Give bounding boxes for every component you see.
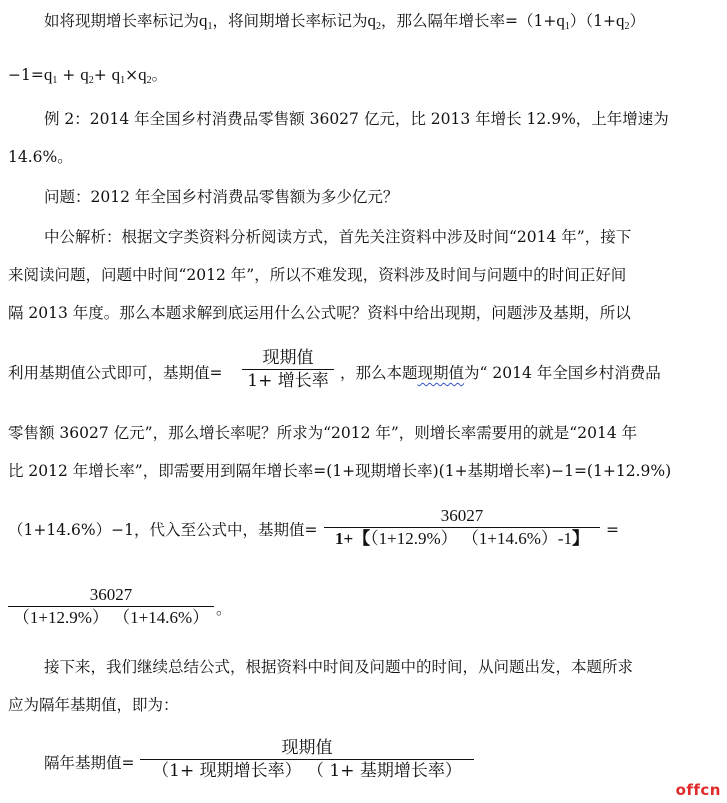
substituted-fraction bbox=[324, 505, 600, 550]
biennial-base-label: 隔年基期值= bbox=[44, 754, 135, 772]
equals-sign: = bbox=[606, 521, 619, 539]
wavy-underlined-term: 现期值 bbox=[417, 364, 465, 382]
analysis-line3: 隔 2013 年度。那么本题求解到底运用什么公式呢？资料中给出现期，问题涉及基期，所以 bbox=[8, 304, 631, 322]
offcn-watermark: offcn bbox=[675, 781, 721, 799]
example-line2: 14.6%。 bbox=[8, 148, 73, 166]
fraction-numerator: 现期值 bbox=[281, 738, 333, 758]
fraction-numerator: 36027 bbox=[440, 506, 484, 525]
analysis-line5: 零售额 36027 亿元”，那么增长率呢？所求为“2012 年”，则增长率需要用的就是“2014 年 bbox=[8, 424, 638, 442]
base-value-fraction bbox=[242, 347, 334, 392]
fraction-terminator: 。 bbox=[216, 600, 232, 618]
biennial-base-fraction bbox=[140, 737, 474, 782]
para-growth-definition-line2: $-1=q_1 + q_2+ q_1\times q_2$。 bbox=[8, 65, 168, 86]
analysis-line4-suffix: ，那么本题现期值为“ 2014 年全国乡村消费品 bbox=[340, 364, 661, 382]
fraction-denominator: 1+【（1+12.9%） （1+14.6%）-1】 bbox=[334, 529, 590, 548]
question-text: 问题：2012 年全国乡村消费品零售额为多少亿元？ bbox=[44, 188, 399, 206]
summary-line2: 应为隔年基期值，即为： bbox=[8, 696, 179, 714]
para-growth-definition-line1: 如将现期增长率标记为$q_1$，将间期增长率标记为$q_2$，那么隔年增长率$=(1+q_1)(1+q_2)$ bbox=[44, 11, 645, 32]
analysis-line1: 中公解析：根据文字类资料分析阅读方式，首先关注资料中涉及时间“2014 年”，接下 bbox=[44, 228, 632, 246]
analysis-line4-prefix: 利用基期值公式即可，基期值= bbox=[8, 364, 223, 382]
fraction-numerator: 现期值 bbox=[262, 348, 314, 368]
example-line1: 例 2：2014 年全国乡村消费品零售额 36027 亿元，比 2013 年增长 12.9%，上年增速为 bbox=[44, 110, 669, 128]
summary-line1: 接下来，我们继续总结公式，根据资料中时间及问题中的时间，从问题出发，本题所求 bbox=[44, 658, 634, 676]
analysis-line6: 比 2012 年增长率”，即需要用到隔年增长率=(1+现期增长率)(1+基期增长率)−1=(1+12.9%) bbox=[8, 462, 672, 480]
analysis-line7-prefix: （1+14.6%）−1，代入至公式中，基期值= bbox=[8, 521, 318, 539]
fraction-denominator: （1+ 现期增长率） （ 1+ 基期增长率） bbox=[152, 761, 462, 781]
fraction-numerator: 36027 bbox=[89, 585, 133, 604]
analysis-line2: 来阅读问题，问题中时间“2012 年”，所以不难发现，资料涉及时间与问题中的时间正好间 bbox=[8, 266, 627, 284]
simplified-fraction bbox=[8, 584, 214, 629]
fraction-denominator: （1+12.9%） （1+14.6%） bbox=[12, 608, 210, 627]
fraction-denominator: 1+ 增长率 bbox=[247, 371, 329, 391]
